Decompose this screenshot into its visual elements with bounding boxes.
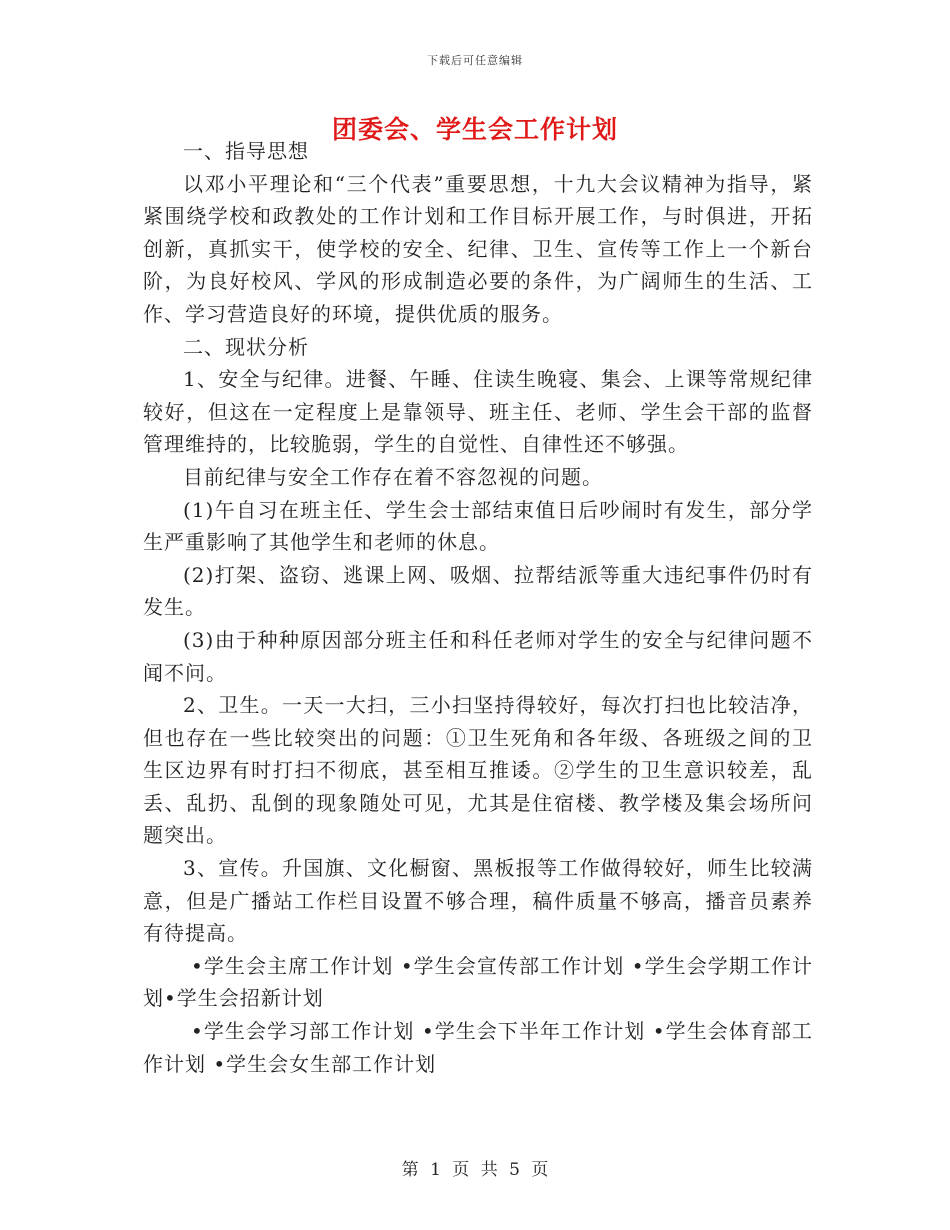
paragraph-safety-discipline: 1、安全与纪律。进餐、午睡、住读生晚寝、集会、上课等常规纪律较好，但这在一定程度上是靠领导、班主任、老师、学生会干部的监督管理维持的，比较脆弱，学生的自觉性、自律性还不够强。 bbox=[143, 367, 813, 457]
section-heading-guiding-ideology: 一、指导思想 bbox=[183, 139, 309, 163]
related-links-line-1[interactable]: •学生会主席工作计划 •学生会宣传部工作计划 •学生会学期工作计划•学生会招新计划 bbox=[143, 953, 813, 1011]
page-header-note: 下载后可任意编辑 bbox=[427, 54, 523, 67]
paragraph-guiding-ideology: 以邓小平理论和“三个代表”重要思想，十九大会议精神为指导，紧紧围绕学校和政教处的工作计划和工作目标开展工作，与时俱进，开拓创新，真抓实干，使学校的安全、纪律、卫生、宣传等工作上一个新台阶，为良好校风、学风的形成制造必要的条件，为广阔师生的生活、工作、学习营造良好的环境，提供优质的服务。 bbox=[143, 171, 813, 326]
related-links-line-2[interactable]: •学生会学习部工作计划 •学生会下半年工作计划 •学生会体育部工作计划 •学生会女生部工作计划 bbox=[143, 1019, 813, 1076]
paragraph-hygiene: 2、卫生。一天一大扫，三小扫坚持得较好，每次打扫也比较洁净，但也存在一些比较突出的问题：①卫生死角和各年级、各班级之间的卫生区边界有时打扫不彻底，甚至相互推诿。②学生的卫生意识较差，乱丢、乱扔、乱倒的现象随处可见，尤其是住宿楼、教学楼及集会场所问题突出。 bbox=[143, 693, 813, 848]
paragraph-discipline-problems: 目前纪律与安全工作存在着不容忽视的问题。 bbox=[183, 464, 603, 489]
paragraph-publicity: 3、宣传。升国旗、文化橱窗、黑板报等工作做得较好，师生比较满意，但是广播站工作栏目设置不够合理，稿件质量不够高，播音员素养有待提高。 bbox=[143, 856, 813, 946]
paragraph-problem-1: (1)午自习在班主任、学生会士部结束值日后吵闹时有发生，部分学生严重影响了其他学生和老师的休息。 bbox=[143, 497, 813, 555]
paragraph-problem-3: (3)由于种种原因部分班主任和科任老师对学生的安全与纪律问题不闻不问。 bbox=[143, 627, 813, 685]
page-footer-indicator: 第 1 页 共 5 页 bbox=[401, 1160, 549, 1180]
section-heading-status-analysis: 二、现状分析 bbox=[183, 334, 309, 359]
document-title: 团委会、学生会工作计划 bbox=[331, 115, 618, 144]
paragraph-problem-2: (2)打架、盗窃、逃课上网、吸烟、拉帮结派等重大违纪事件仍时有发生。 bbox=[143, 562, 813, 620]
document-body bbox=[143, 135, 813, 1080]
